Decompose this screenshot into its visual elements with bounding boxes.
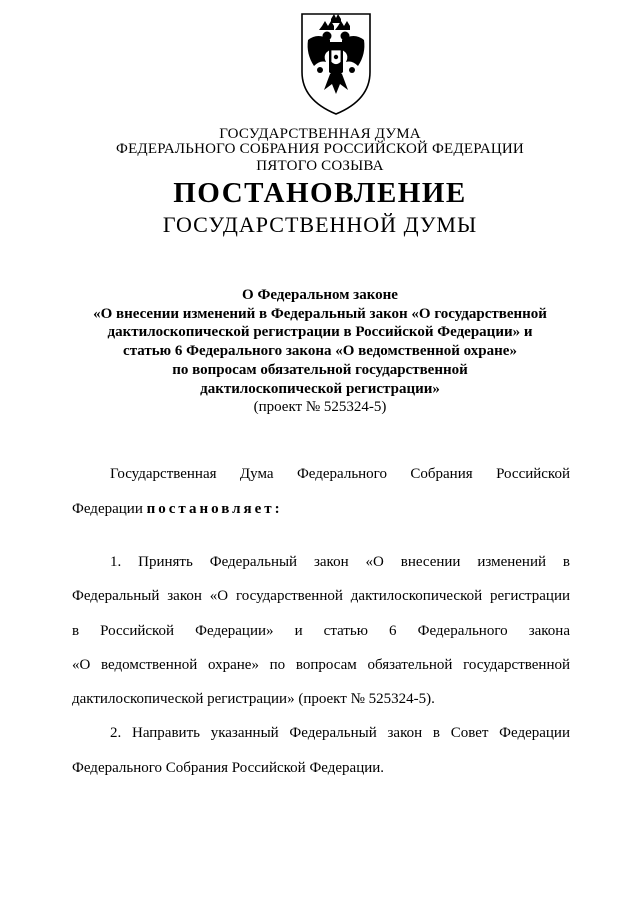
header-line-1: ГОСУДАРСТВЕННАЯ ДУМА <box>219 126 421 142</box>
item1-line-3: в Российской Федерации» и статью 6 Федерального закона <box>72 623 570 639</box>
item1-line-4: «О ведомственной охране» по вопросам обязательной государственной <box>72 657 570 673</box>
item2-line-1: 2. Направить указанный Федеральный закон в Совет Федерации <box>110 725 570 741</box>
document-title: ПОСТАНОВЛЕНИЕ <box>173 177 467 209</box>
law-line-4: статью 6 Федерального закона «О ведомственной охране» <box>123 343 517 360</box>
header-line-2: ФЕДЕРАЛЬНОГО СОБРАНИЯ РОССИЙСКОЙ ФЕДЕРАЦИИ <box>116 141 524 157</box>
document-subtitle: ГОСУДАРСТВЕННОЙ ДУМЫ <box>162 212 478 237</box>
item1-line-1: 1. Принять Федеральный закон «О внесении изменений в <box>110 554 570 570</box>
law-line-6: дактилоскопической регистрации» <box>200 380 440 397</box>
state-emblem-icon <box>296 10 376 118</box>
law-line-5: по вопросам обязательной государственной <box>172 361 468 378</box>
law-line-1: О Федеральном законе <box>242 287 398 303</box>
decree-word: постановляет: <box>146 501 283 517</box>
item1-line-2: Федеральный закон «О государственной дактилоскопической регистрации <box>72 588 570 604</box>
intro-line-1: Государственная Дума Федерального Собрания Российской <box>110 466 570 482</box>
law-line-3: дактилоскопической регистрации в Российской Федерации» и <box>107 324 533 341</box>
item1-line-5: дактилоскопической регистрации» (проект № 525324-5). <box>72 691 435 707</box>
intro-line-2 <box>72 501 570 518</box>
header-line-3: ПЯТОГО СОЗЫВА <box>256 158 384 174</box>
intro-line-2-start: Федерации <box>72 501 143 517</box>
item2-line-2: Федерального Собрания Российской Федерации. <box>72 760 385 776</box>
law-heading <box>0 286 640 417</box>
law-line-2: «О внесении изменений в Федеральный закон «О государственной <box>93 305 547 322</box>
law-project-number: (проект № 525324-5) <box>253 399 387 416</box>
